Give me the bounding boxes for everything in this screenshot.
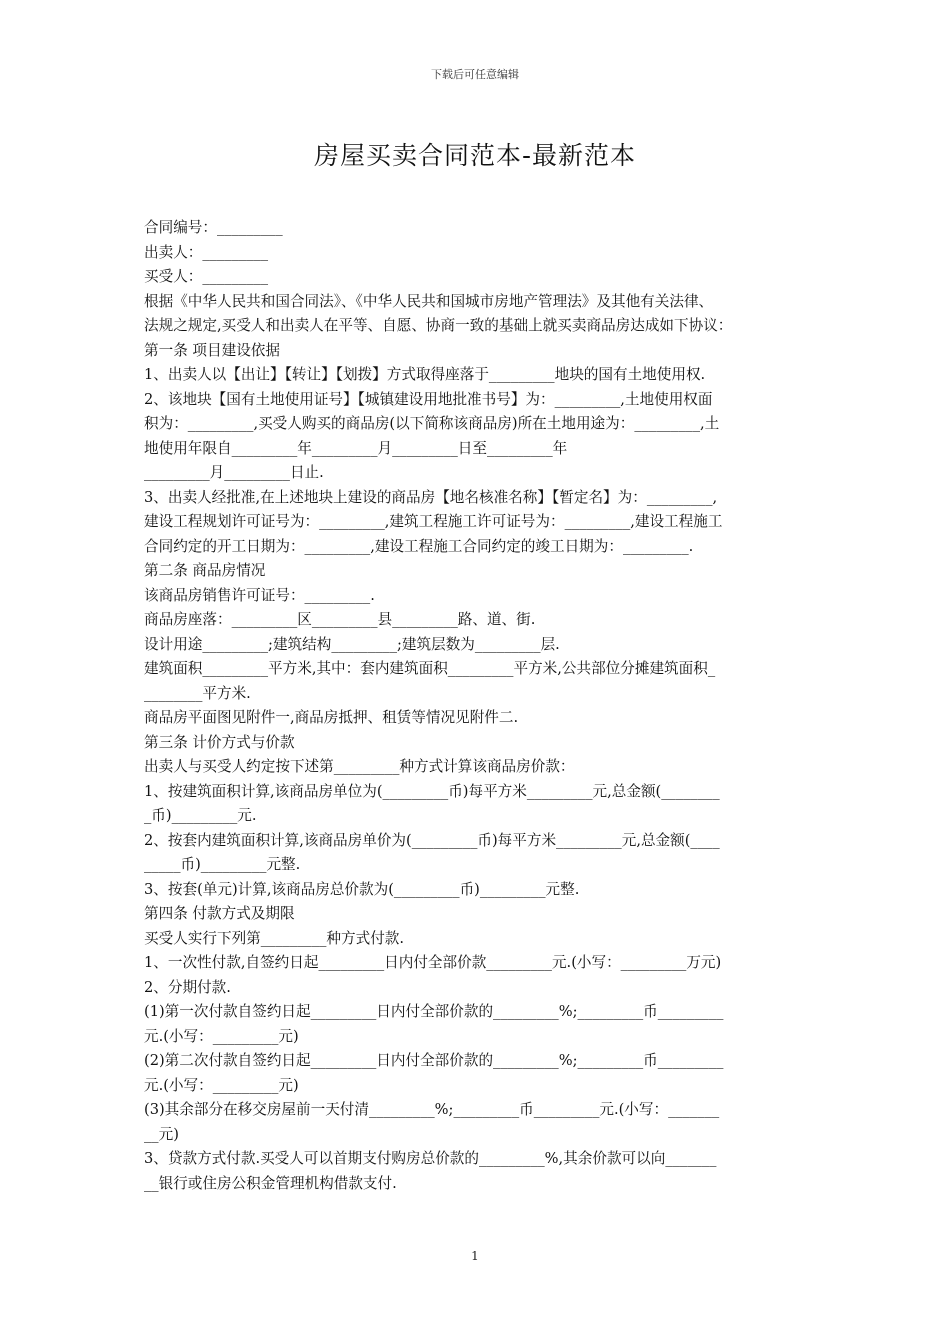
text-line: 3、贷款方式付款.买受人可以首期支付购房总价款的_________%,其余价款可以向_______	[144, 1150, 717, 1167]
page-header-note: 下载后可任意编辑	[431, 68, 519, 81]
text-line: 该商品房销售许可证号：_________.	[144, 586, 375, 604]
page-number: 1	[471, 1249, 479, 1263]
text-line: 合同编号：_________	[144, 219, 283, 236]
text-line: __元)	[144, 1125, 179, 1143]
text-line: 设计用途_________;建筑结构_________;建筑层数为_________层.	[144, 635, 560, 653]
text-line: 买受人：_________	[144, 268, 269, 285]
text-line: 积为：_________,买受人购买的商品房(以下简称该商品房)所在土地用途为：_________,土	[144, 415, 720, 432]
text-line: 商品房平面图见附件一,商品房抵押、租赁等情况见附件二.	[144, 709, 519, 726]
text-line: (1)第一次付款自签约日起_________日内付全部价款的_________%;_________币_________	[144, 1003, 724, 1020]
text-line: 出卖人与买受人约定按下述第_________种方式计算该商品房价款：	[144, 758, 575, 775]
text-line: 第一条 项目建设依据	[144, 341, 280, 359]
text-line: 2、分期付款.	[144, 978, 231, 996]
text-line: (2)第二次付款自签约日起_________日内付全部价款的_________%;_________币_________	[144, 1052, 724, 1069]
text-line: 2、该地块【国有土地使用证号】【城镇建设用地批准书号】为：_________,土地使用权面	[144, 390, 713, 408]
text-line: 3、按套(单元)计算,该商品房总价款为(_________币)_________元整.	[144, 880, 580, 898]
text-line: (3)其余部分在移交房屋前一天付清_________%;_________币_________元.(小写：_______	[144, 1101, 720, 1118]
text-line: _____币)_________元整.	[144, 856, 301, 873]
text-line: 合同约定的开工日期为：_________,建设工程施工合同约定的竣工日期为：_________.	[144, 537, 694, 555]
text-line: 建筑面积_________平方米,其中：套内建筑面积_________平方米,公共部位分摊建筑面积_	[144, 660, 716, 677]
text-line: 建设工程规划许可证号为：_________,建筑工程施工许可证号为：_________,建设工程施工	[144, 513, 723, 530]
text-line: 元.(小写：_________元)	[144, 1027, 299, 1045]
text-line: 1、一次性付款,自签约日起_________日内付全部价款_________元.(小写：_________万元)	[144, 954, 722, 971]
text-line: 出卖人：_________	[144, 243, 269, 261]
text-line: 元.(小写：_________元)	[144, 1076, 299, 1094]
text-line: 买受人实行下列第_________种方式付款.	[144, 929, 405, 947]
text-line: 第四条 付款方式及期限	[144, 905, 295, 922]
text-line: ________平方米.	[144, 684, 251, 702]
text-line: 地使用年限自_________年_________月_________日至_________年	[144, 439, 568, 457]
text-line: __银行或住房公积金管理机构借款支付.	[144, 1174, 397, 1192]
text-line: 法规之规定,买受人和出卖人在平等、自愿、协商一致的基础上就买卖商品房达成如下协议：	[144, 317, 733, 334]
text-line: 根据《中华人民共和国合同法》、《中华人民共和国城市房地产管理法》及其他有关法律、	[144, 292, 714, 310]
text-line: 第二条 商品房情况	[144, 562, 266, 579]
text-line: _币)_________元.	[144, 807, 257, 824]
document-body	[144, 216, 812, 1196]
text-line: 2、按套内建筑面积计算,该商品房单价为(_________币)每平方米_________元,总金额(____	[144, 831, 720, 849]
text-line: 3、出卖人经批准,在上述地块上建设的商品房【地名核准名称】【暂定名】为：_________,	[144, 488, 718, 506]
text-line: 第三条 计价方式与价款	[144, 733, 295, 751]
text-line: 1、按建筑面积计算,该商品房单位为(_________币)每平方米_________元,总金额(________	[144, 782, 720, 800]
document-title: 房屋买卖合同范本-最新范本	[313, 141, 637, 170]
text-line: 1、出卖人以【出让】【转让】【划拨】方式取得座落于_________地块的国有土地使用权.	[144, 366, 706, 383]
text-line: _________月_________日止.	[144, 464, 324, 481]
text-line: 商品房座落：_________区_________县_________路、道、街.	[144, 611, 536, 628]
